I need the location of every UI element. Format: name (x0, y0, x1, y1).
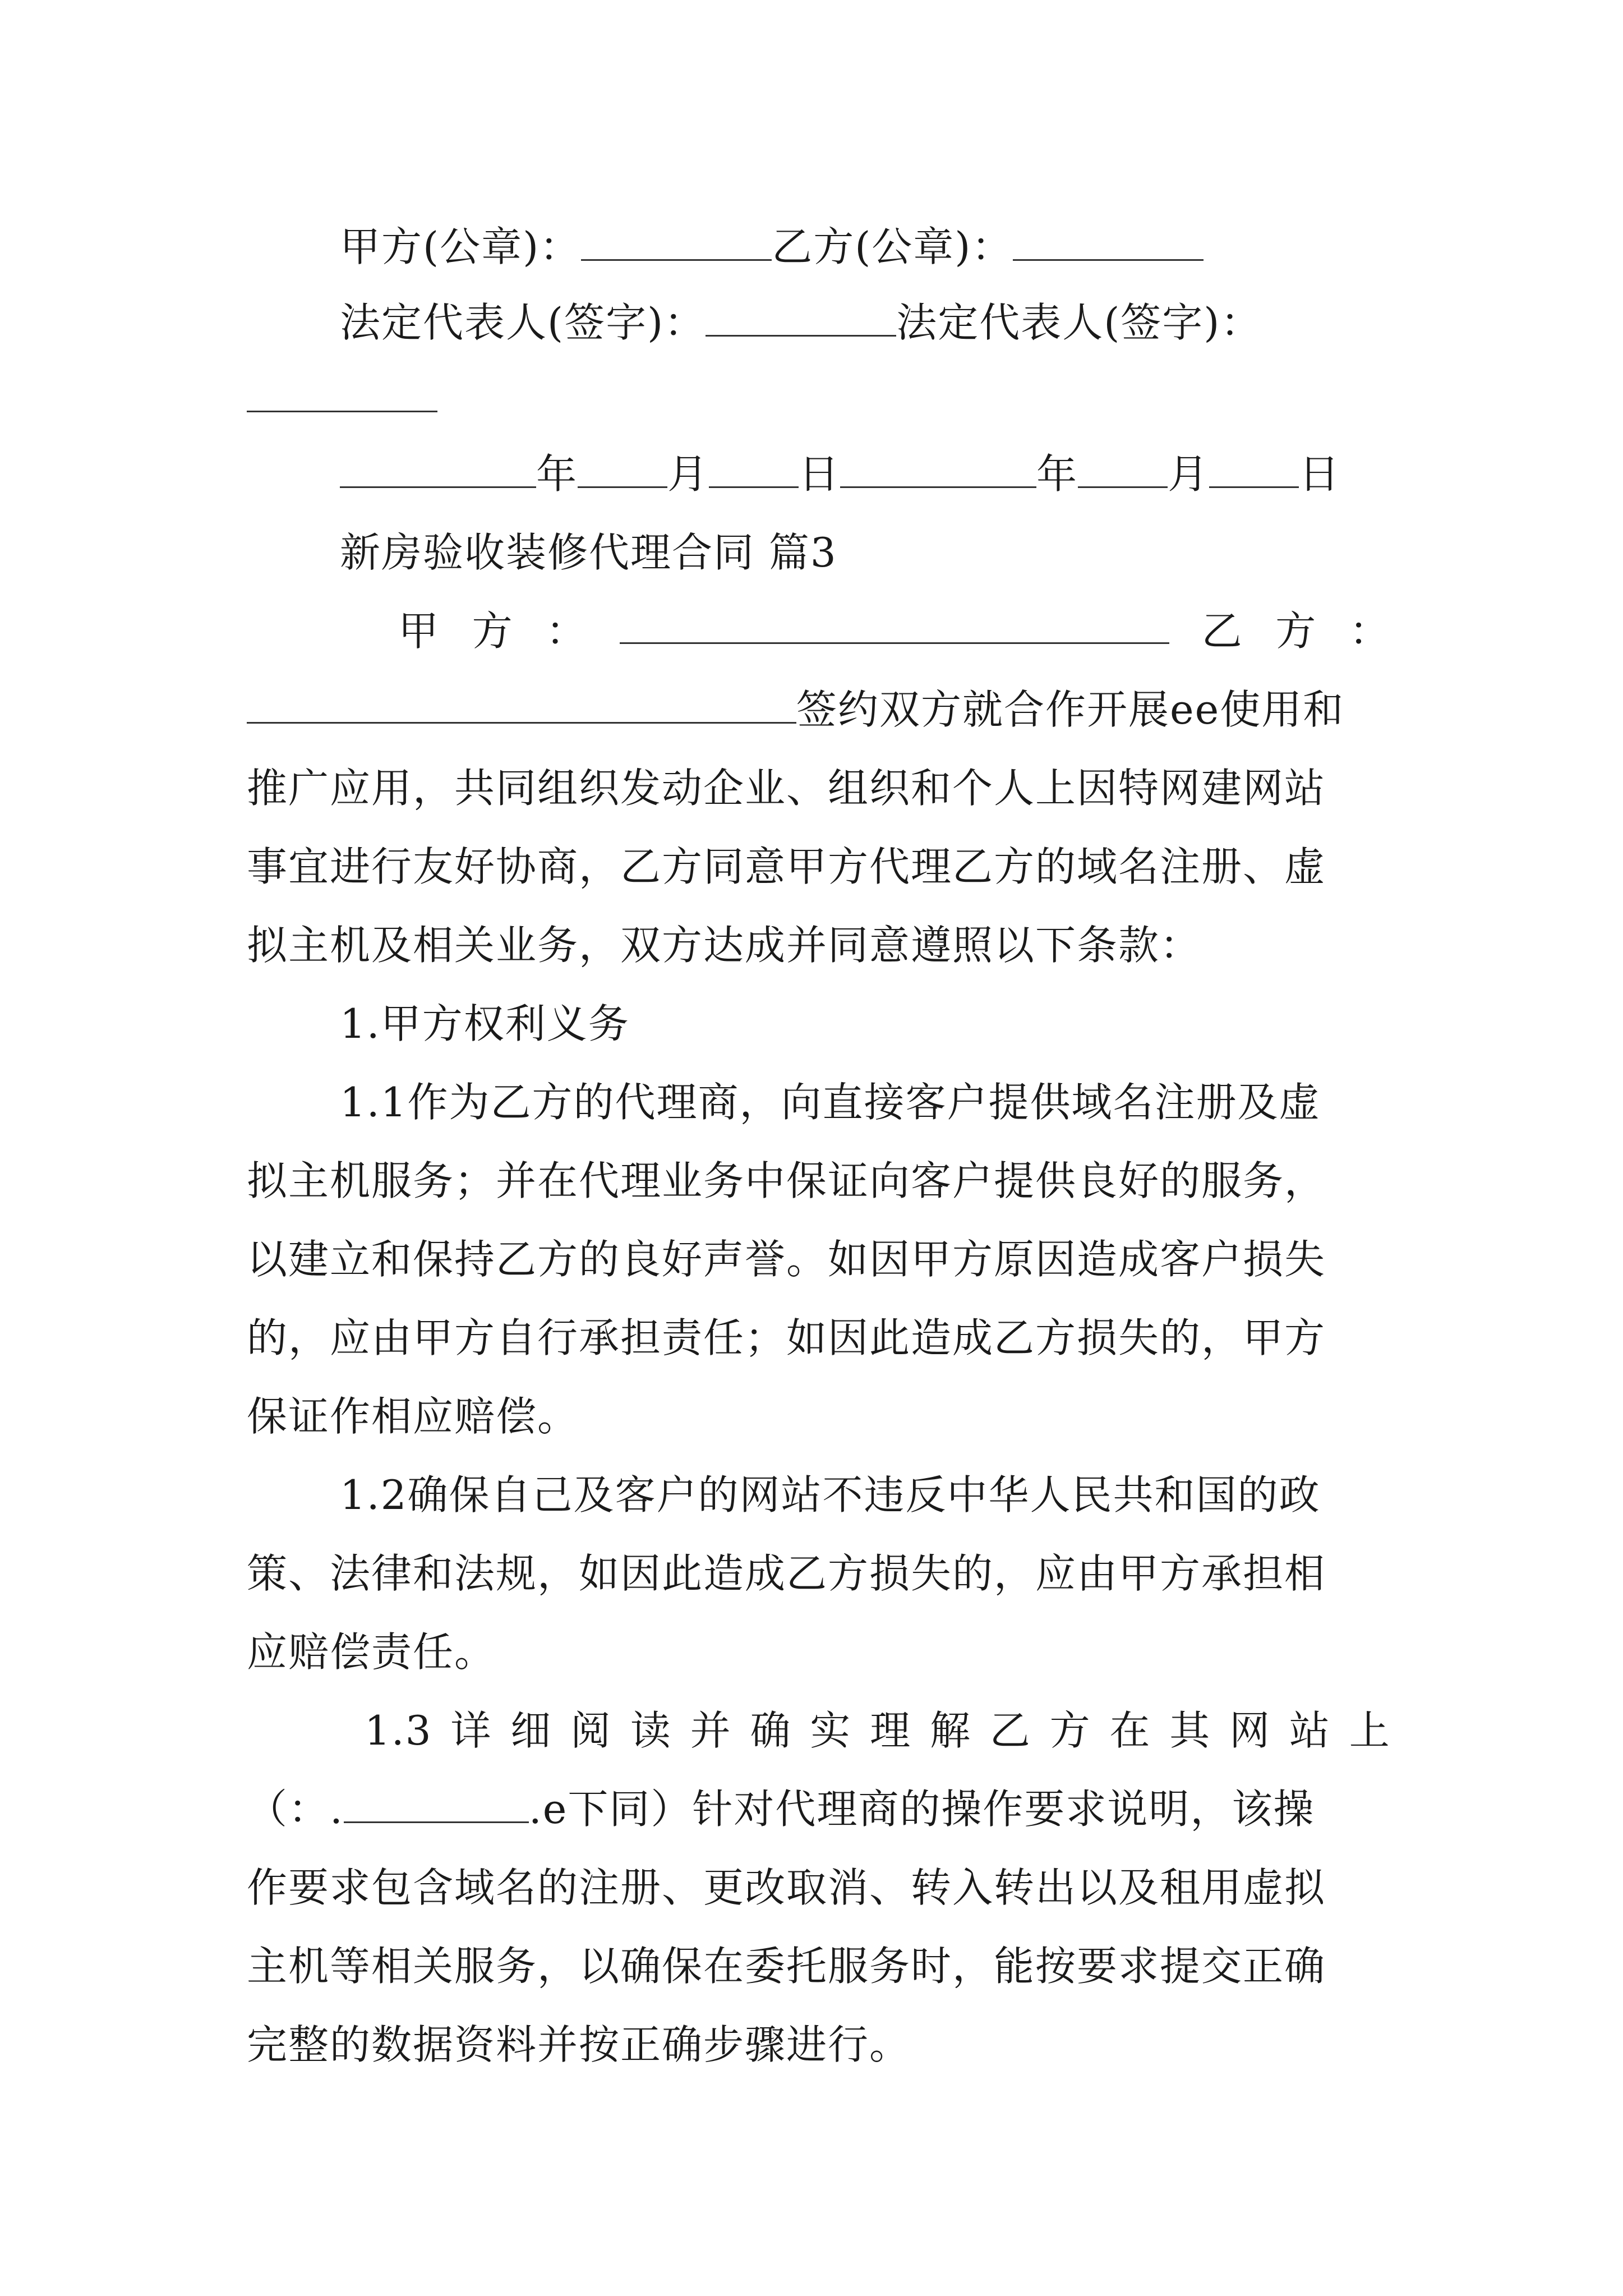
clause-1-1-line-5: 保证作相应赔偿。 (247, 1393, 579, 1440)
clause-1-1-line-2: 拟主机服务；并在代理业务中保证向客户提供良好的服务， (247, 1157, 1326, 1204)
c13-word: 乙 (989, 1707, 1031, 1754)
clause-1-1-line-1: 1.1作为乙方的代理商，向直接客户提供域名注册及虚 (340, 1079, 1321, 1126)
c13-word: 解 (929, 1707, 971, 1754)
clause-1-2-line-2: 策、法律和法规，如因此造成乙方损失的，应由甲方承担相 (247, 1550, 1326, 1597)
intro-line-2: 推广应用，共同组织发动企业、组织和个人上因特网建网站 (247, 765, 1326, 812)
year-b-blank (840, 447, 1036, 488)
legal-rep-b-blank-line (247, 370, 1391, 426)
clause-1-1-line-4: 的，应由甲方自行承担责任；如因此造成乙方损失的，甲方 (247, 1314, 1326, 1361)
party-a-char-2: 方 (472, 608, 514, 655)
c13-word: 读 (630, 1707, 672, 1754)
c13-word: 方 (1049, 1707, 1091, 1754)
year-b-label: 年 (1036, 450, 1078, 498)
clause-1-3-line-5: 完整的数据资料并按正确步骤进行。 (247, 2021, 911, 2068)
clause-1-3-line-2 (247, 1781, 1391, 1837)
party-b-char-1: 乙 (1201, 608, 1243, 655)
c13-word: 在 (1109, 1707, 1151, 1754)
day-b-label: 日 (1299, 450, 1341, 498)
intro-line-4: 拟主机及相关业务，双方达成并同意遵照以下条款： (247, 922, 1202, 969)
c13-url-prefix: （：. (247, 1786, 344, 1833)
c13-word: 网 (1229, 1707, 1271, 1754)
seal-line (340, 219, 1391, 275)
parties-line (398, 603, 1391, 659)
c13-url-suffix: .e下同）针对代理商的操作要求说明，该操 (528, 1786, 1315, 1833)
c13-word: 详 (450, 1707, 492, 1754)
section-title: 新房验收装修代理合同 篇3 (340, 529, 837, 576)
c13-url-blank (344, 1782, 529, 1823)
clause-1-1-line-3: 以建立和保持乙方的良好声誉。如因甲方原因造成客户损失 (247, 1236, 1326, 1283)
legal-rep-b-label: 法定代表人(签字)： (896, 299, 1262, 346)
c13-word: 细 (510, 1707, 552, 1754)
year-a-blank (340, 447, 536, 488)
month-b-blank (1078, 447, 1168, 488)
party-b-char-2: 方 (1275, 608, 1317, 655)
party-a-seal-blank (581, 220, 772, 261)
legal-rep-line (340, 295, 1391, 351)
clause-1-3-line-3: 作要求包含域名的注册、更改取消、转入转出以及租用虚拟 (247, 1864, 1326, 1911)
c13-word: 确 (750, 1707, 792, 1754)
party-a-blank (620, 603, 1169, 644)
party-a-seal-label: 甲方(公章)： (340, 223, 582, 270)
c13-word: 实 (810, 1707, 852, 1754)
party-b-seal-blank (1013, 220, 1204, 261)
legal-rep-b-blank (247, 371, 437, 412)
day-a-label: 日 (799, 450, 841, 498)
clause-1-2-line-1: 1.2确保自己及客户的网站不违反中华人民共和国的政 (340, 1471, 1321, 1519)
clause-1-2-line-3: 应赔偿责任。 (247, 1628, 496, 1676)
month-b-label: 月 (1168, 450, 1210, 498)
legal-rep-a-blank (706, 296, 896, 337)
date-line (340, 446, 1391, 502)
party-a-colon: ： (546, 608, 588, 655)
intro-tail: 签约双方就合作开展ee使用和 (796, 686, 1345, 733)
year-a-label: 年 (536, 450, 578, 498)
intro-line-3: 事宜进行友好协商，乙方同意甲方代理乙方的域名注册、虚 (247, 843, 1326, 890)
c13-word: 其 (1169, 1707, 1211, 1754)
c13-word: 并 (690, 1707, 732, 1754)
legal-rep-a-label: 法定代表人(签字)： (340, 299, 706, 346)
clause-heading: 1.甲方权利义务 (340, 1000, 630, 1047)
party-b-blank (247, 683, 796, 724)
day-a-blank (709, 447, 799, 488)
clause-1-3-line-1 (365, 1703, 1391, 1759)
c13-word: 理 (870, 1707, 912, 1754)
c13-word: 站 (1289, 1707, 1331, 1754)
c13-word: 上 (1349, 1707, 1391, 1754)
party-b-seal-label: 乙方(公章)： (772, 223, 1013, 270)
day-b-blank (1209, 447, 1299, 488)
month-a-blank (578, 447, 667, 488)
clause-1-3-line-4: 主机等相关服务，以确保在委托服务时，能按要求提交正确 (247, 1943, 1326, 1990)
party-a-char-1: 甲 (398, 608, 440, 655)
month-a-label: 月 (667, 450, 709, 498)
intro-line-1 (247, 682, 1391, 738)
c13-word: 1.3 (365, 1707, 432, 1754)
c13-word: 阅 (570, 1707, 612, 1754)
party-b-colon: ： (1349, 608, 1391, 655)
